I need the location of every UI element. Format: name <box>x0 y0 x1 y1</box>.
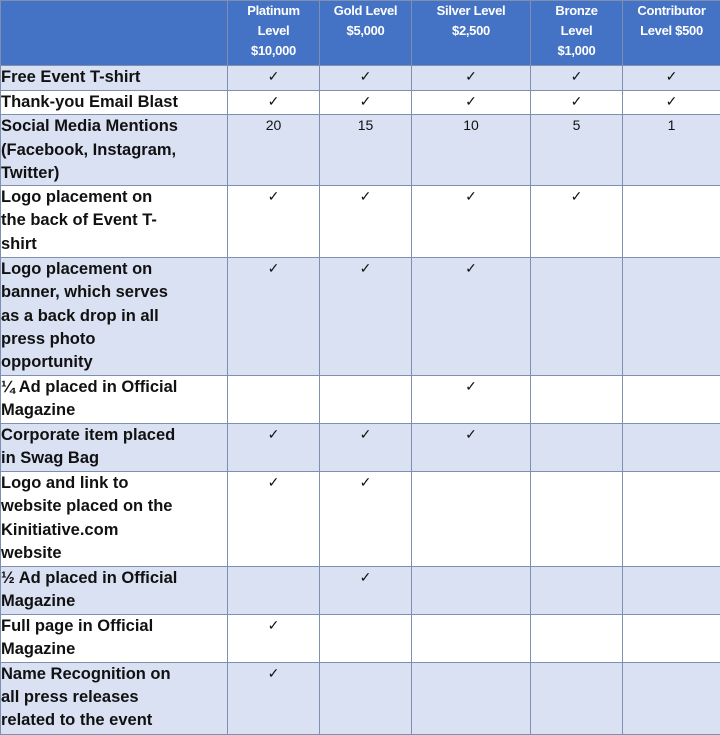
check-mark-icon: ✓ <box>228 186 320 258</box>
table-cell <box>531 662 623 734</box>
check-mark-icon: ✓ <box>623 91 720 115</box>
check-mark-icon: ✓ <box>228 662 320 734</box>
table-cell <box>320 376 412 424</box>
mention-count: 5 <box>531 115 623 186</box>
check-mark-icon: ✓ <box>228 424 320 472</box>
table-row <box>1 258 720 376</box>
table-cell <box>320 662 412 734</box>
check-mark-icon: ✓ <box>320 258 412 376</box>
feature-label: Logo placement on the back of Event T- shirt <box>1 186 228 258</box>
table-row <box>1 567 720 615</box>
check-mark-icon: ✓ <box>412 91 531 115</box>
table-cell <box>228 567 320 615</box>
check-mark-icon: ✓ <box>320 66 412 91</box>
check-mark-icon: ✓ <box>320 91 412 115</box>
table-cell <box>412 662 531 734</box>
feature-label: Logo and link to website placed on the Kinitiative.com website <box>1 472 228 567</box>
check-mark-icon: ✓ <box>412 186 531 258</box>
check-mark-icon: ✓ <box>623 66 720 91</box>
table-cell <box>228 376 320 424</box>
check-mark-icon: ✓ <box>412 258 531 376</box>
table-cell <box>531 376 623 424</box>
check-mark-icon: ✓ <box>320 472 412 567</box>
table-row <box>1 186 720 258</box>
table-cell <box>320 614 412 662</box>
feature-label: ½ Ad placed in Official Magazine <box>1 567 228 615</box>
mention-count: 1 <box>623 115 720 186</box>
column-header-bronze: Bronze Level $1,000 <box>531 1 623 66</box>
table-cell <box>412 567 531 615</box>
table-row <box>1 66 720 91</box>
feature-label: Full page in Official Magazine <box>1 614 228 662</box>
table-row <box>1 472 720 567</box>
check-mark-icon: ✓ <box>228 91 320 115</box>
feature-label: Name Recognition on all press releases related to the event <box>1 662 228 734</box>
check-mark-icon: ✓ <box>412 424 531 472</box>
check-mark-icon: ✓ <box>531 186 623 258</box>
check-mark-icon: ✓ <box>228 472 320 567</box>
check-mark-icon: ✓ <box>412 376 531 424</box>
table-cell <box>623 662 720 734</box>
check-mark-icon: ✓ <box>228 258 320 376</box>
check-mark-icon: ✓ <box>228 66 320 91</box>
table-cell <box>623 567 720 615</box>
table-cell <box>531 258 623 376</box>
check-mark-icon: ✓ <box>320 567 412 615</box>
check-mark-icon: ✓ <box>531 91 623 115</box>
feature-label: Free Event T-shirt <box>1 66 228 91</box>
table-cell <box>623 614 720 662</box>
mention-count: 10 <box>412 115 531 186</box>
table-cell <box>623 424 720 472</box>
mention-count: 20 <box>228 115 320 186</box>
feature-label: Social Media Mentions (Facebook, Instagram, Twitter) <box>1 115 228 186</box>
table-cell <box>531 472 623 567</box>
check-mark-icon: ✓ <box>320 186 412 258</box>
table-row <box>1 424 720 472</box>
feature-label: Thank-you Email Blast <box>1 91 228 115</box>
table-cell <box>531 567 623 615</box>
check-mark-icon: ✓ <box>228 614 320 662</box>
check-mark-icon: ✓ <box>412 66 531 91</box>
check-mark-icon: ✓ <box>320 424 412 472</box>
table-row <box>1 662 720 734</box>
table-cell <box>531 424 623 472</box>
table-cell <box>531 614 623 662</box>
table-cell <box>623 376 720 424</box>
table-cell <box>412 472 531 567</box>
column-header-platinum: Platinum Level $10,000 <box>228 1 320 66</box>
table-row <box>1 376 720 424</box>
table-cell <box>623 186 720 258</box>
column-header-gold: Gold Level $5,000 <box>320 1 412 66</box>
column-header-silver: Silver Level $2,500 <box>412 1 531 66</box>
table-cell <box>623 472 720 567</box>
check-mark-icon: ✓ <box>531 66 623 91</box>
table-cell <box>623 258 720 376</box>
mention-count: 15 <box>320 115 412 186</box>
header-row <box>1 1 720 66</box>
table-row <box>1 91 720 115</box>
table-row <box>1 614 720 662</box>
column-header-contributor: Contributor Level $500 <box>623 1 720 66</box>
feature-label: ¼ Ad placed in Official Magazine <box>1 376 228 424</box>
table-cell <box>412 614 531 662</box>
feature-label: Logo placement on banner, which serves as a back drop in all press photo opportunity <box>1 258 228 376</box>
table-row <box>1 115 720 186</box>
header-corner-cell <box>1 1 228 66</box>
feature-label: Corporate item placed in Swag Bag <box>1 424 228 472</box>
